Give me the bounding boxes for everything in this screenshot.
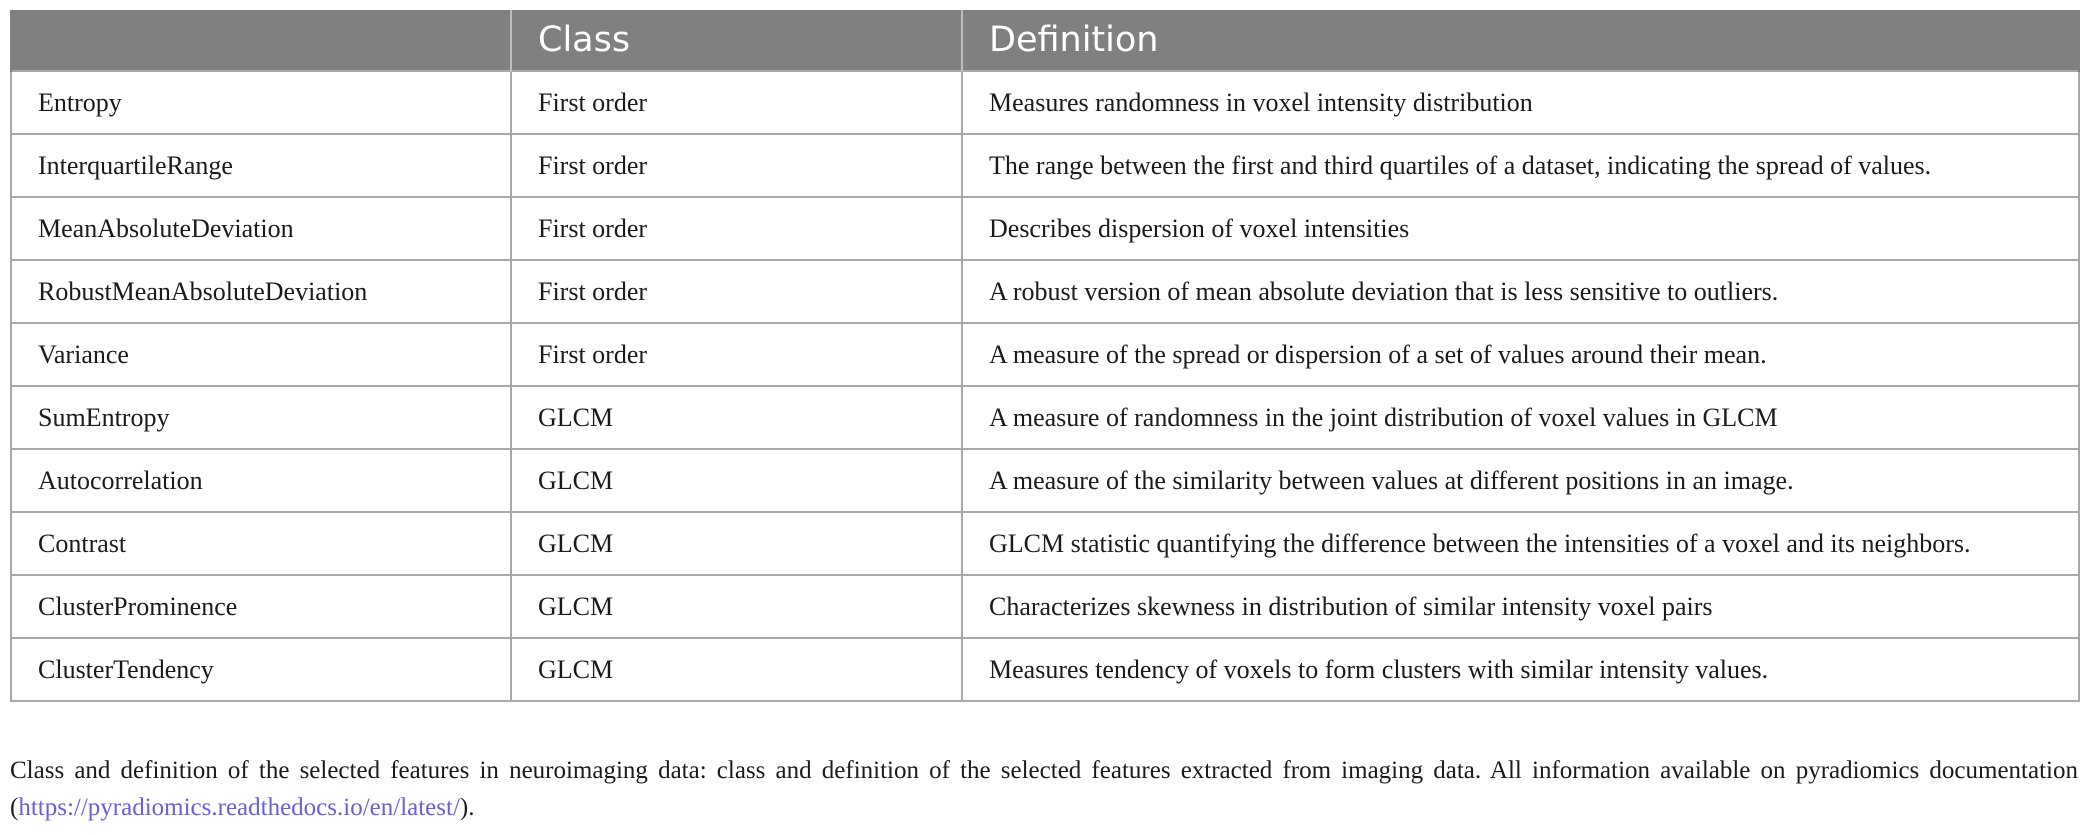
table-row: [11, 512, 2079, 575]
definition-cell: Measures randomness in voxel intensity distribution: [962, 71, 2079, 134]
features-table: [10, 10, 2080, 702]
feature-cell: MeanAbsoluteDeviation: [11, 197, 511, 260]
table-caption: [10, 752, 2078, 826]
class-cell: First order: [511, 71, 962, 134]
class-cell: GLCM: [511, 638, 962, 701]
table-row: [11, 323, 2079, 386]
class-cell: GLCM: [511, 386, 962, 449]
table-row: [11, 197, 2079, 260]
class-cell: First order: [511, 197, 962, 260]
definition-cell: Describes dispersion of voxel intensities: [962, 197, 2079, 260]
feature-cell: SumEntropy: [11, 386, 511, 449]
class-cell: First order: [511, 134, 962, 197]
feature-cell: Entropy: [11, 71, 511, 134]
feature-cell: RobustMeanAbsoluteDeviation: [11, 260, 511, 323]
definition-cell: GLCM statistic quantifying the difference between the intensities of a voxel and its neighbors.: [962, 512, 2079, 575]
definition-cell: A robust version of mean absolute deviation that is less sensitive to outliers.: [962, 260, 2079, 323]
feature-cell: ClusterTendency: [11, 638, 511, 701]
documentation-link[interactable]: https://pyradiomics.readthedocs.io/en/latest/: [18, 794, 460, 821]
table-row: [11, 449, 2079, 512]
table-header: [11, 10, 2079, 71]
feature-cell: Autocorrelation: [11, 449, 511, 512]
table-body: [11, 71, 2079, 701]
definition-cell: A measure of randomness in the joint distribution of voxel values in GLCM: [962, 386, 2079, 449]
definition-cell: A measure of the similarity between values at different positions in an image.: [962, 449, 2079, 512]
caption-suffix: ).: [459, 794, 475, 821]
feature-cell: ClusterProminence: [11, 575, 511, 638]
class-cell: GLCM: [511, 512, 962, 575]
feature-cell: Variance: [11, 323, 511, 386]
definition-cell: Measures tendency of voxels to form clusters with similar intensity values.: [962, 638, 2079, 701]
header-definition: Definition: [962, 10, 2079, 71]
feature-cell: Contrast: [11, 512, 511, 575]
header-row: [11, 10, 2079, 71]
feature-cell: InterquartileRange: [11, 134, 511, 197]
header-feature: [11, 10, 511, 71]
caption-text: Class and definition of the selected features in neuroimaging data: class and definition of the selected features extracted from imaging data. All information available on pyradiomics documentation (: [10, 757, 2078, 821]
table-container: [10, 10, 2078, 702]
table-row: [11, 134, 2079, 197]
class-cell: GLCM: [511, 449, 962, 512]
definition-cell: The range between the first and third quartiles of a dataset, indicating the spread of values.: [962, 134, 2079, 197]
class-cell: First order: [511, 323, 962, 386]
definition-cell: Characterizes skewness in distribution of similar intensity voxel pairs: [962, 575, 2079, 638]
class-cell: GLCM: [511, 575, 962, 638]
header-class: Class: [511, 10, 962, 71]
table-row: [11, 638, 2079, 701]
table-row: [11, 575, 2079, 638]
table-row: [11, 260, 2079, 323]
table-row: [11, 386, 2079, 449]
class-cell: First order: [511, 260, 962, 323]
table-row: [11, 71, 2079, 134]
definition-cell: A measure of the spread or dispersion of a set of values around their mean.: [962, 323, 2079, 386]
